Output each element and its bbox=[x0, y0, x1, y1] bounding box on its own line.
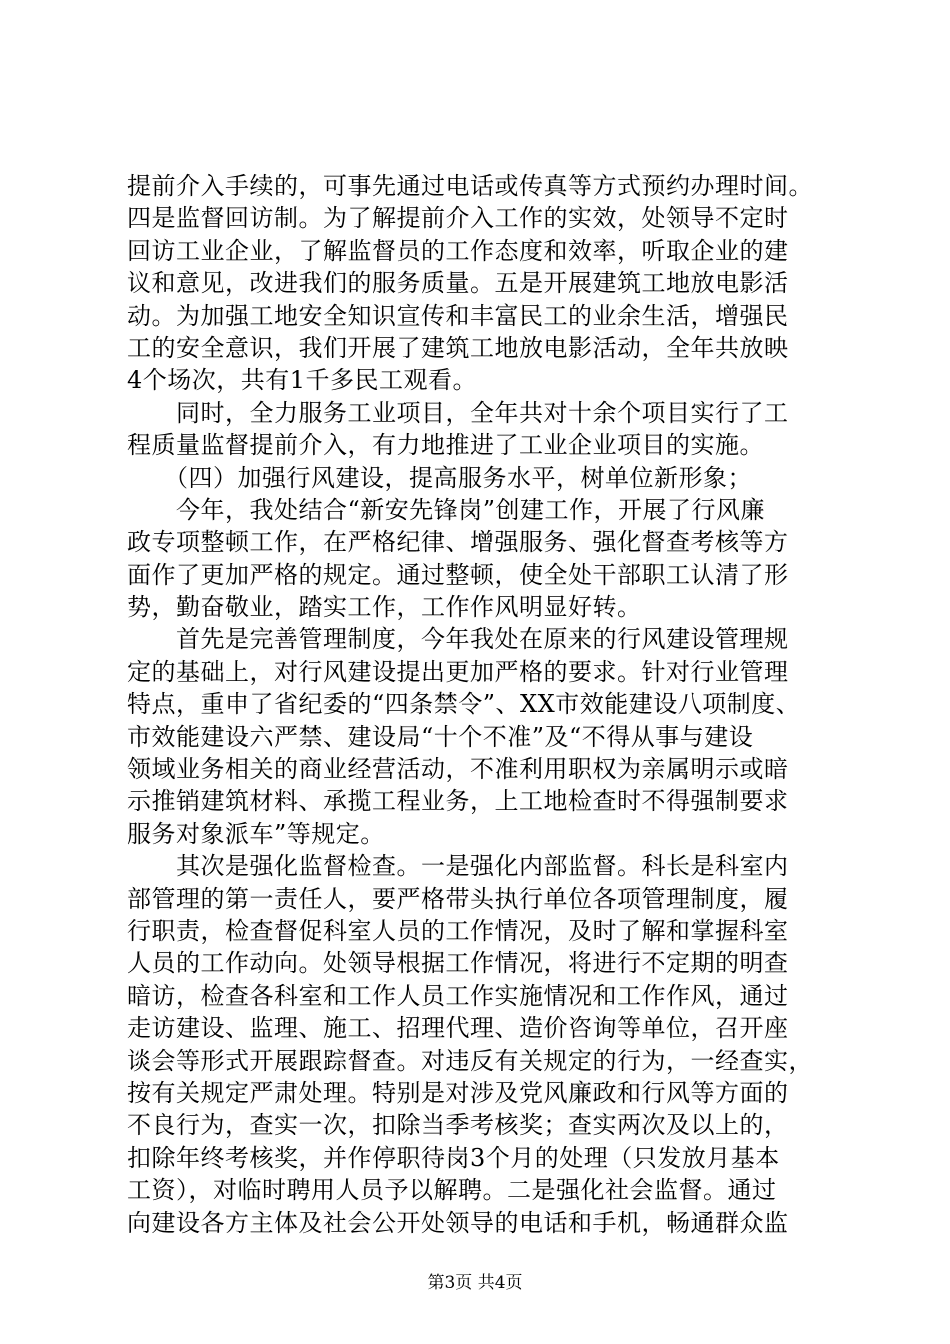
text-line: 向建设各方主体及社会公开处领导的电话和手机，畅通群众监 bbox=[127, 1208, 789, 1237]
text-line: 示推销建筑材料、承揽工程业务，上工地检查时不得强制要求 bbox=[127, 787, 789, 816]
text-line: 人员的工作动向。处领导根据工作情况，将进行不定期的明查 bbox=[127, 949, 789, 978]
text-line: 政专项整顿工作，在严格纪律、增强服务、强化督查考核等方 bbox=[127, 528, 789, 557]
text-line: 动。为加强工地安全知识宣传和丰富民工的业余生活，增强民 bbox=[127, 301, 789, 330]
text-line: 市效能建设六严禁、建设局“十个不准”及“不得从事与建设 bbox=[127, 722, 754, 751]
text-line: 议和意见，改进我们的服务质量。五是开展建筑工地放电影活 bbox=[127, 269, 789, 298]
text-line: 行职责，检查督促科室人员的工作情况，及时了解和掌握科室 bbox=[127, 916, 789, 945]
section-heading: （四）加强行风建设，提高服务水平，树单位新形象； bbox=[127, 463, 752, 492]
text-line: 面作了更加严格的规定。通过整顿，使全处干部职工认清了形 bbox=[127, 560, 789, 589]
text-line: 定的基础上，对行风建设提出更加严格的要求。针对行业管理 bbox=[127, 657, 789, 686]
text-line: 首先是完善管理制度，今年我处在原来的行风建设管理规 bbox=[127, 625, 789, 654]
text-line: 暗访，检查各科室和工作人员工作实施情况和工作作风，通过 bbox=[127, 981, 789, 1010]
text-line: 领域业务相关的商业经营活动，不准利用职权为亲属明示或暗 bbox=[127, 755, 789, 784]
text-line: 4个场次，共有1千多民工观看。 bbox=[127, 366, 478, 395]
text-line: 谈会等形式开展跟踪督查。对违反有关规定的行为，一经查实， bbox=[127, 1046, 813, 1075]
text-line: 特点，重申了省纪委的“四条禁令”、XX市效能建设八项制度、 bbox=[127, 690, 801, 719]
body-text bbox=[127, 170, 837, 1239]
page-number-footer: 第3页 共4页 bbox=[427, 1273, 523, 1293]
text-line: 部管理的第一责任人，要严格带头执行单位各项管理制度，履 bbox=[127, 884, 789, 913]
text-line: 不良行为，查实一次，扣除当季考核奖；查实两次及以上的， bbox=[127, 1111, 789, 1140]
text-line: 扣除年终考核奖，并作停职待岗3个月的处理（只发放月基本 bbox=[127, 1143, 780, 1172]
text-line: 程质量监督提前介入，有力地推进了工业企业项目的实施。 bbox=[127, 431, 764, 460]
text-line: 工资），对临时聘用人员予以解聘。二是强化社会监督。通过 bbox=[127, 1176, 777, 1205]
text-line: 工的安全意识，我们开展了建筑工地放电影活动，全年共放映 bbox=[127, 333, 789, 362]
text-line: 四是监督回访制。为了解提前介入工作的实效，处领导不定时 bbox=[127, 204, 789, 233]
text-line: 回访工业企业，了解监督员的工作态度和效率，听取企业的建 bbox=[127, 236, 789, 265]
text-line: 服务对象派车”等规定。 bbox=[127, 819, 385, 848]
text-line: 势，勤奋敬业，踏实工作，工作作风明显好转。 bbox=[127, 593, 642, 622]
text-line: 走访建设、监理、施工、招理代理、造价咨询等单位，召开座 bbox=[127, 1014, 789, 1043]
text-line: 按有关规定严肃处理。特别是对涉及党风廉政和行风等方面的 bbox=[127, 1078, 789, 1107]
text-line: 今年，我处结合“新安先锋岗”创建工作，开展了行风廉 bbox=[127, 495, 766, 524]
text-line: 提前介入手续的，可事先通过电话或传真等方式预约办理时间。 bbox=[127, 172, 813, 200]
text-line: 同时，全力服务工业项目，全年共对十余个项目实行了工 bbox=[127, 398, 789, 427]
text-line: 其次是强化监督检查。一是强化内部监督。科长是科室内 bbox=[127, 852, 789, 881]
